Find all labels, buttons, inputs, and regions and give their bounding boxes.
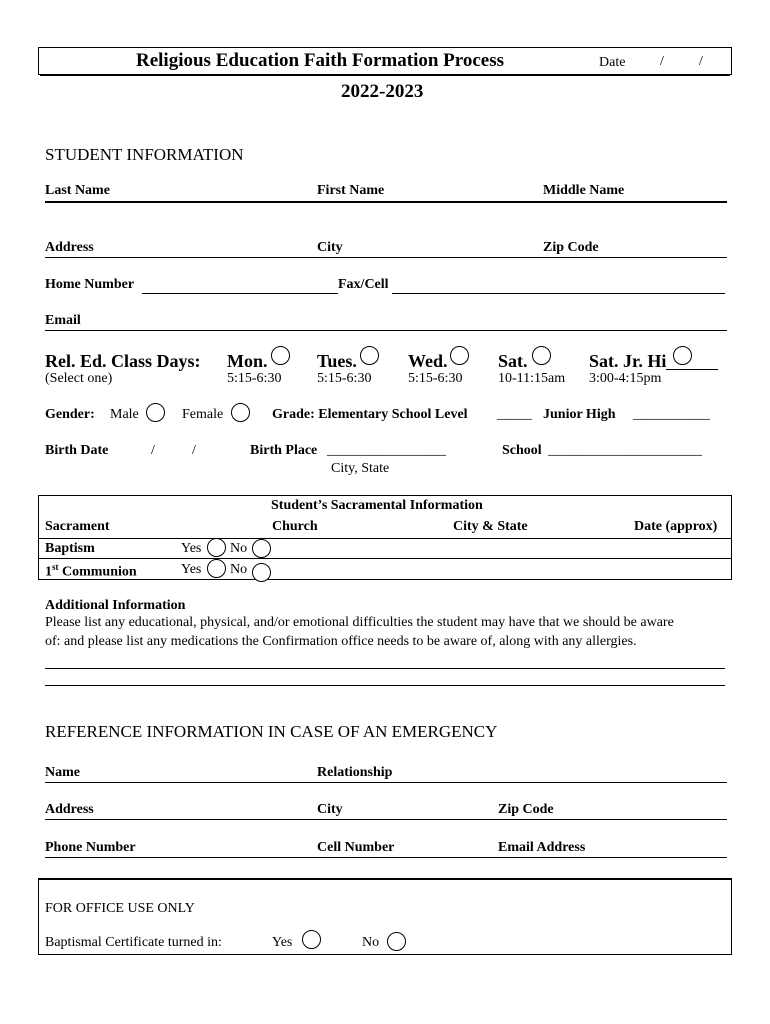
col-city-state: City & State <box>453 519 528 534</box>
birth-date-sep-2: / <box>192 443 196 458</box>
emergency-cell-label: Cell Number <box>317 840 395 855</box>
row-communion-label: 1st Communion <box>45 562 137 580</box>
emergency-section-title: REFERENCE INFORMATION IN CASE OF AN EMERGENCY <box>45 722 498 741</box>
time-mon: 5:15-6:30 <box>227 371 282 386</box>
fax-cell-line[interactable] <box>392 293 725 294</box>
junior-high-label: Junior High <box>543 407 616 422</box>
fax-cell-label: Fax/Cell <box>338 277 389 292</box>
grade-label: Grade: Elementary School Level <box>272 407 468 422</box>
city-label: City <box>317 240 343 255</box>
col-date: Date (approx) <box>634 519 718 534</box>
office-yes-label: Yes <box>272 935 293 950</box>
communion-yes-label: Yes <box>181 562 202 577</box>
radio-mon[interactable] <box>271 346 290 365</box>
school-blank[interactable]: ______________________ <box>548 443 702 458</box>
emergency-address-label: Address <box>45 802 94 817</box>
time-wed: 5:15-6:30 <box>408 371 463 386</box>
office-no-radio[interactable] <box>387 932 406 951</box>
table-row-divider <box>38 558 732 559</box>
emergency-city-label: City <box>317 802 343 817</box>
additional-text-2: of: and please list any medications the Confirmation office needs to be aware of, along with any allergies. <box>45 634 637 649</box>
baptism-no-label: No <box>230 541 248 556</box>
school-label: School <box>502 443 542 458</box>
birth-place-label: Birth Place <box>250 443 318 458</box>
row-baptism-label: Baptism <box>45 541 95 556</box>
female-label: Female <box>182 407 224 422</box>
col-church: Church <box>272 519 318 534</box>
address-line[interactable] <box>45 257 727 258</box>
home-number-label: Home Number <box>45 277 135 292</box>
additional-text-1: Please list any educational, physical, and/or emotional difficulties the student may have that we should be aware <box>45 615 674 630</box>
col-sacrament: Sacrament <box>45 519 110 534</box>
grade-blank[interactable]: _____ <box>497 407 532 422</box>
baptism-yes-label: Yes <box>181 541 202 556</box>
day-mon: Mon. <box>227 351 268 371</box>
form-title: Religious Education Faith Formation Process <box>136 50 505 71</box>
table-header-divider <box>38 538 732 539</box>
emergency-address-line[interactable] <box>45 819 727 820</box>
communion-no-radio[interactable] <box>252 563 271 582</box>
emergency-email-label: Email Address <box>498 840 586 855</box>
radio-sat-jr-hi[interactable] <box>673 346 692 365</box>
communion-no-label: No <box>230 562 248 577</box>
date-separator-2: / <box>699 54 703 69</box>
emergency-name-line[interactable] <box>45 782 727 783</box>
sacrament-table-title: Student’s Sacramental Information <box>271 498 483 513</box>
date-label: Date <box>599 55 626 70</box>
school-year: 2022-2023 <box>341 81 424 102</box>
radio-male[interactable] <box>146 403 165 422</box>
address-label: Address <box>45 240 94 255</box>
emergency-name-label: Name <box>45 765 80 780</box>
communion-yes-radio[interactable] <box>207 559 226 578</box>
middle-name-label: Middle Name <box>543 183 625 198</box>
email-line[interactable] <box>45 330 727 331</box>
first-name-label: First Name <box>317 183 385 198</box>
class-days-label: Rel. Ed. Class Days: <box>45 351 201 371</box>
time-sat-jr-hi: 3:00-4:15pm <box>589 371 662 386</box>
name-line[interactable] <box>45 201 727 203</box>
emergency-zip-label: Zip Code <box>498 802 554 817</box>
additional-line-1[interactable] <box>45 668 725 669</box>
radio-wed[interactable] <box>450 346 469 365</box>
birth-place-hint: City, State <box>331 461 390 476</box>
email-label: Email <box>45 313 81 328</box>
home-number-line[interactable] <box>142 293 338 294</box>
emergency-phone-line[interactable] <box>45 857 727 858</box>
office-yes-radio[interactable] <box>302 930 321 949</box>
radio-tues[interactable] <box>360 346 379 365</box>
header-underline <box>40 74 730 76</box>
day-wed: Wed. <box>408 351 448 371</box>
last-name-label: Last Name <box>45 183 110 198</box>
baptismal-cert-label: Baptismal Certificate turned in: <box>45 935 222 950</box>
day-sat: Sat. <box>498 351 528 371</box>
gender-label: Gender: <box>45 407 95 422</box>
baptism-yes-radio[interactable] <box>207 538 226 557</box>
office-no-label: No <box>362 935 380 950</box>
zip-label: Zip Code <box>543 240 599 255</box>
sat-jr-hi-line <box>666 369 718 370</box>
office-use-title: FOR OFFICE USE ONLY <box>45 901 195 916</box>
emergency-relationship-label: Relationship <box>317 765 393 780</box>
day-sat-jr-hi: Sat. Jr. Hi <box>589 351 667 371</box>
emergency-phone-label: Phone Number <box>45 840 136 855</box>
date-separator-1: / <box>660 54 664 69</box>
radio-sat[interactable] <box>532 346 551 365</box>
time-tues: 5:15-6:30 <box>317 371 372 386</box>
time-sat: 10-11:15am <box>498 371 566 386</box>
junior-high-blank[interactable]: ___________ <box>633 407 710 422</box>
student-section-title: STUDENT INFORMATION <box>45 145 244 164</box>
radio-female[interactable] <box>231 403 250 422</box>
birth-date-label: Birth Date <box>45 443 109 458</box>
baptism-no-radio[interactable] <box>252 539 271 558</box>
day-tues: Tues. <box>317 351 357 371</box>
class-days-sub: (Select one) <box>45 371 113 386</box>
additional-title: Additional Information <box>45 598 186 613</box>
birth-date-sep-1: / <box>151 443 155 458</box>
birth-place-blank[interactable]: _________________ <box>327 443 446 458</box>
male-label: Male <box>110 407 139 422</box>
additional-line-2[interactable] <box>45 685 725 686</box>
